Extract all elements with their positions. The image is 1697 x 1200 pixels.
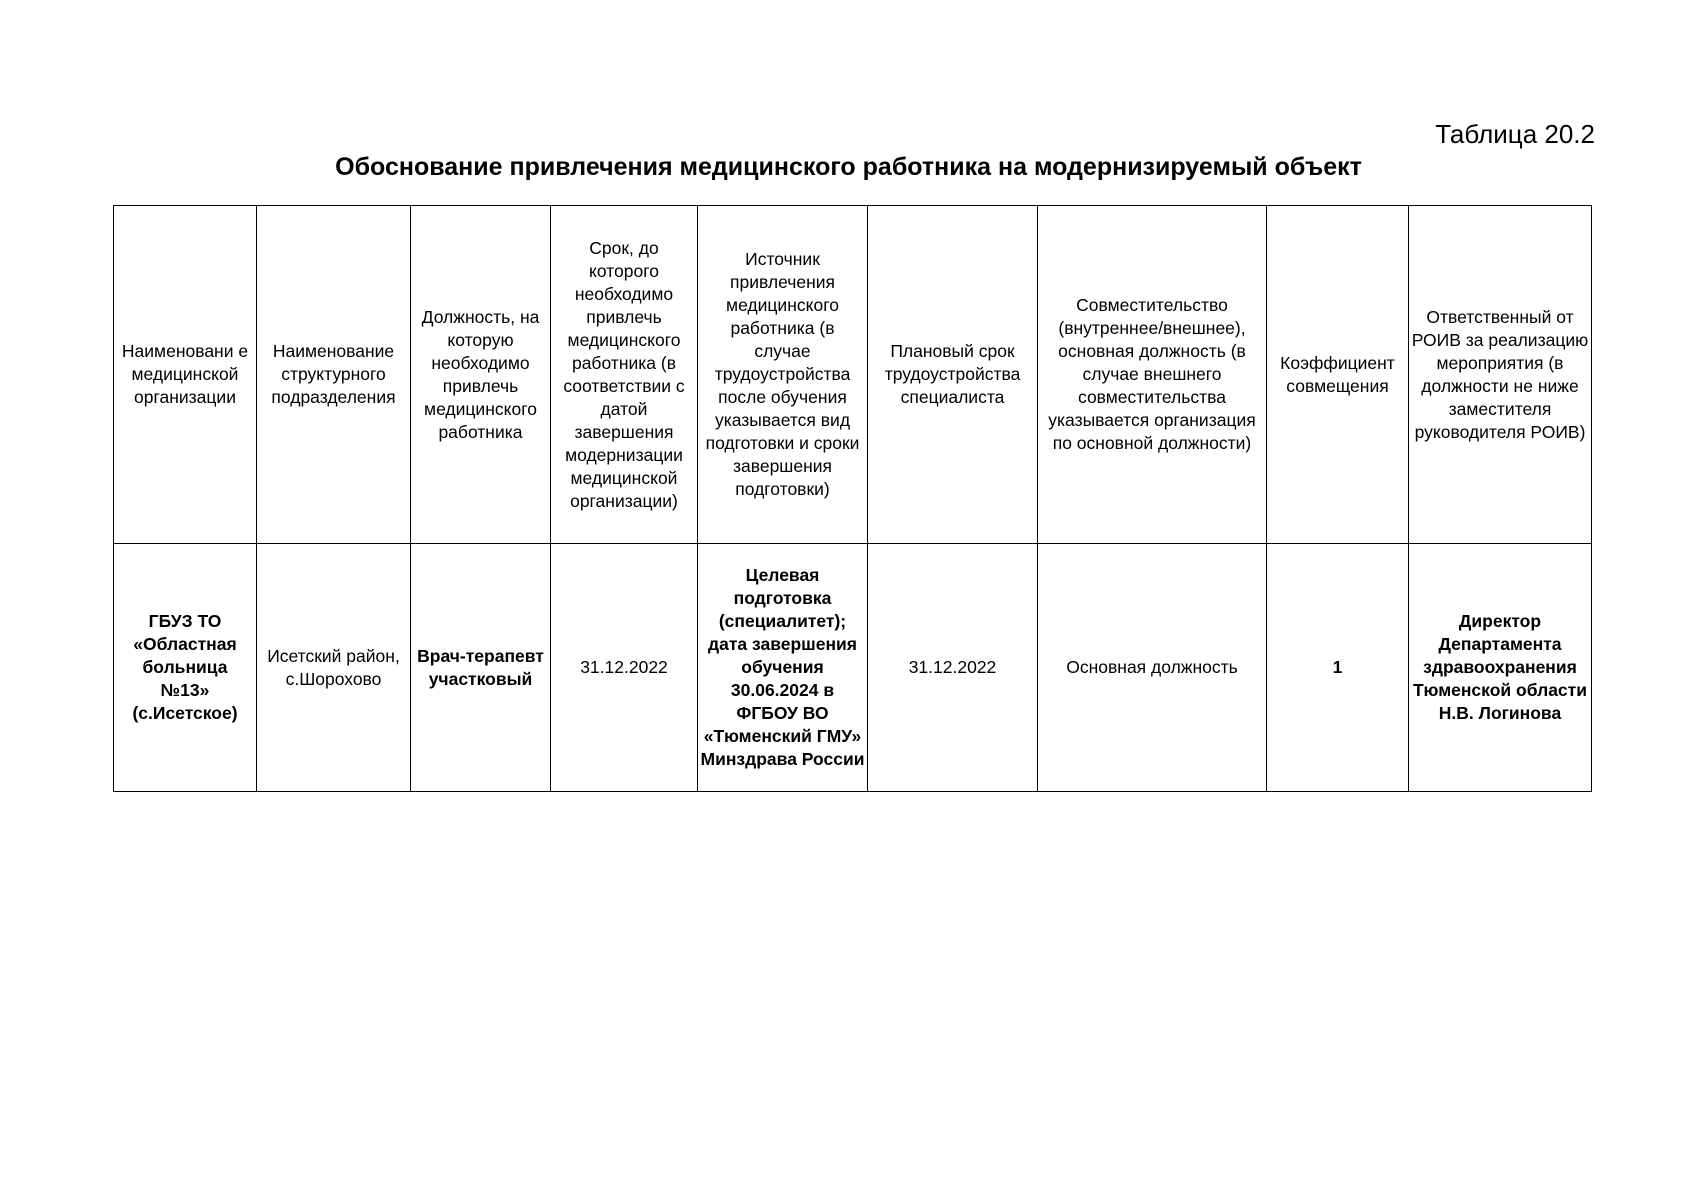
header-source: Источник привлечения медицинского работника (в случае трудоустройства после обучения указывается вид подготовки и сроки завершения подготовки)	[698, 206, 868, 544]
header-org-name: Наименовани е медицинской организации	[114, 206, 257, 544]
cell-deadline: 31.12.2022	[551, 544, 698, 792]
header-coefficient: Коэффициент совмещения	[1267, 206, 1409, 544]
table-caption: Таблица 20.2	[1435, 119, 1595, 149]
header-planned-date: Плановый срок трудоустройства специалиста	[868, 206, 1038, 544]
cell-subdivision: Исетский район, с.Шорохово	[257, 544, 411, 792]
cell-position: Врач-терапевт участковый	[411, 544, 551, 792]
header-position: Должность, на которую необходимо привлечь медицинского работника	[411, 206, 551, 544]
cell-planned-date: 31.12.2022	[868, 544, 1038, 792]
cell-org-name: ГБУЗ ТО «Областная больница №13» (с.Исетское)	[114, 544, 257, 792]
cell-coefficient: 1	[1267, 544, 1409, 792]
header-responsible: Ответственный от РОИВ за реализацию мероприятия (в должности не ниже заместителя руководителя РОИВ)	[1409, 206, 1592, 544]
staffing-table	[113, 205, 1592, 792]
cell-combination: Основная должность	[1038, 544, 1267, 792]
table-header-row	[114, 206, 1592, 544]
header-deadline: Срок, до которого необходимо привлечь медицинского работника (в соответствии с датой завершения модернизации медицинской организации)	[551, 206, 698, 544]
document-title: Обоснование привлечения медицинского работника на модернизируемый объект	[335, 153, 1362, 181]
header-subdivision: Наименование структурного подразделения	[257, 206, 411, 544]
cell-responsible: Директор Департамента здравоохранения Тюменской области Н.В. Логинова	[1409, 544, 1592, 792]
header-combination: Совместительство (внутреннее/внешнее), основная должность (в случае внешнего совместительства указывается организация по основной должности)	[1038, 206, 1267, 544]
cell-source: Целевая подготовка (специалитет); дата завершения обучения 30.06.2024 в ФГБОУ ВО «Тюменский ГМУ» Минздрава России	[698, 544, 868, 792]
table-row	[114, 544, 1592, 792]
